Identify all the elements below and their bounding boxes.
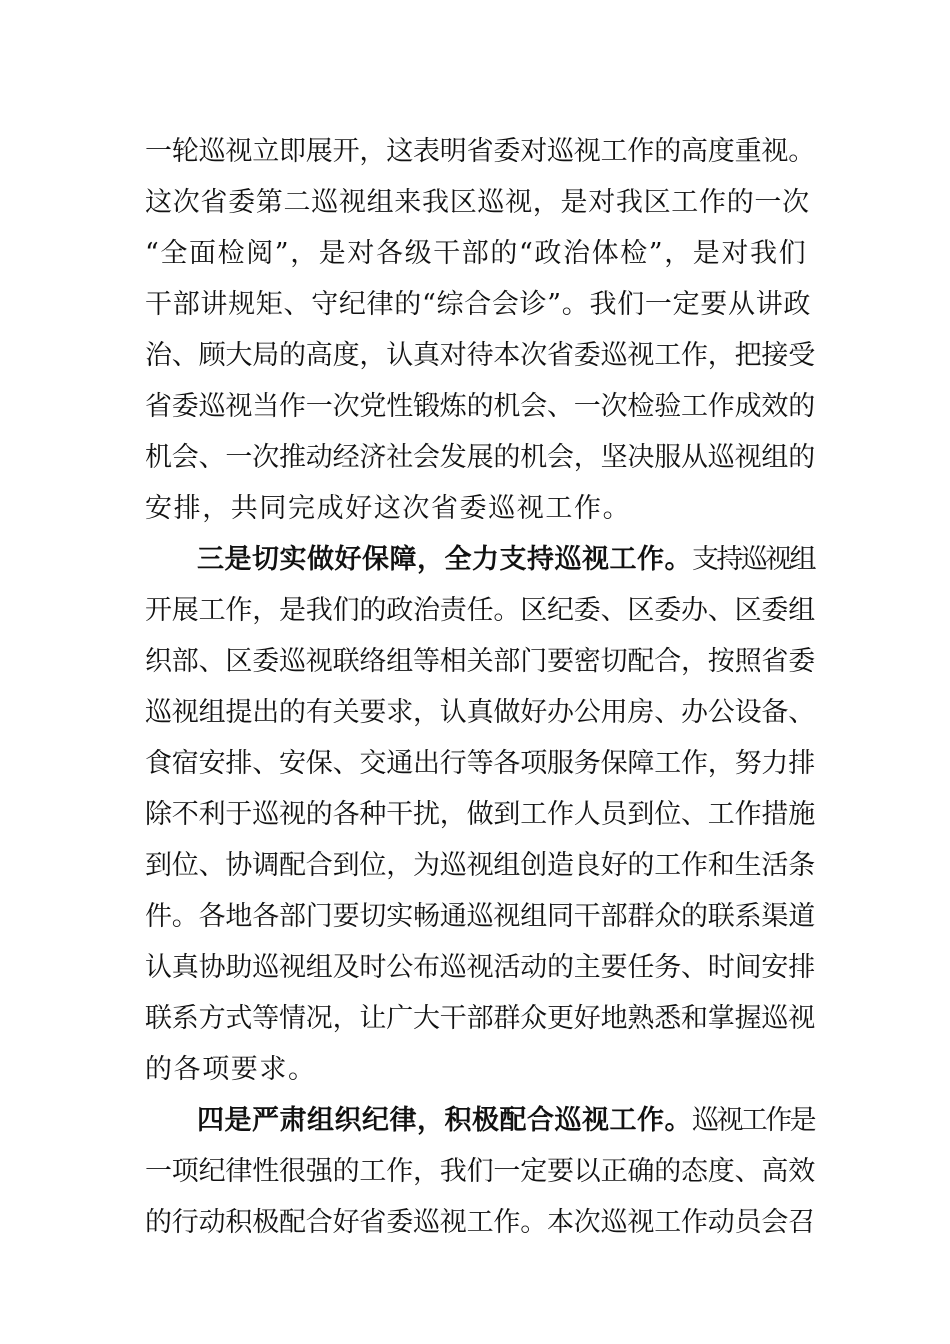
text-line: 认真协助巡视组及时公布巡视活动的主要任务、时间安排 [145, 952, 815, 983]
text-line: 一轮巡视立即展开，这表明省委对巡视工作的高度重视。 [145, 136, 815, 167]
text-span: 巡视工作是 [692, 1105, 814, 1136]
text-line: 除不利于巡视的各种干扰，做到工作人员到位、工作措施 [145, 799, 815, 830]
text-line: 件。各地各部门要切实畅通巡视组同干部群众的联系渠道 [145, 901, 815, 932]
text-line: 联系方式等情况，让广大干部群众更好地熟悉和掌握巡视 [145, 1003, 815, 1034]
text-line: 食宿安排、安保、交通出行等各项服务保障工作，努力排 [145, 748, 815, 779]
text-span: 支持巡视组 [692, 544, 814, 575]
paragraph-heading: 三是切实做好保障，全力支持巡视工作。 [197, 544, 692, 575]
text-line: 机会、一次推动经济社会发展的机会，坚决服从巡视组的 [145, 442, 815, 473]
text-line: 到位、协调配合到位，为巡视组创造良好的工作和生活条 [145, 850, 815, 881]
text-line: 治、顾大局的高度，认真对待本次省委巡视工作，把接受 [145, 340, 815, 371]
text-line: 的行动积极配合好省委巡视工作。本次巡视工作动员会召 [145, 1207, 815, 1238]
text-line: 开展工作，是我们的政治责任。区纪委、区委办、区委组 [145, 595, 815, 626]
text-line: 省委巡视当作一次党性锻炼的机会、一次检验工作成效的 [145, 391, 815, 422]
text-line: 巡视组提出的有关要求，认真做好办公用房、办公设备、 [145, 697, 815, 728]
text-line: “全面检阅”，是对各级干部的“政治体检”，是对我们 [145, 238, 808, 269]
paragraph-first-line [197, 1101, 815, 1141]
text-line: 安排，共同完成好这次省委巡视工作。 [145, 493, 632, 524]
paragraph-heading: 四是严肃组织纪律，积极配合巡视工作。 [197, 1105, 692, 1136]
text-line: 的各项要求。 [145, 1054, 317, 1085]
text-line: 干部讲规矩、守纪律的“综合会诊”。我们一定要从讲政 [145, 289, 812, 320]
text-line: 一项纪律性很强的工作，我们一定要以正确的态度、高效 [145, 1156, 815, 1187]
paragraph-first-line [197, 540, 815, 580]
text-line: 织部、区委巡视联络组等相关部门要密切配合，按照省委 [145, 646, 815, 677]
text-line: 这次省委第二巡视组来我区巡视，是对我区工作的一次 [145, 187, 810, 218]
